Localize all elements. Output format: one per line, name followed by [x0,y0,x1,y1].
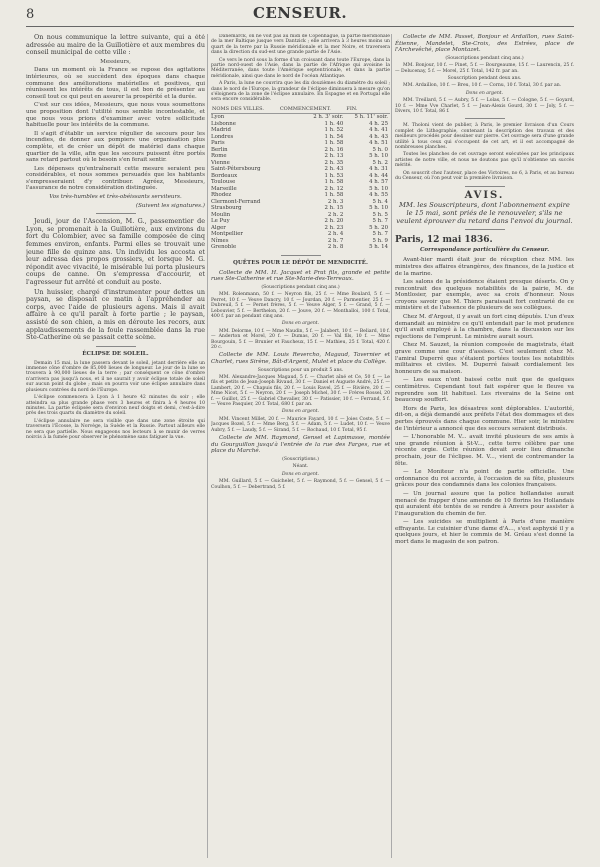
start-cell: 2 h. 4 [327,231,344,238]
news-paragraph: Jeudi, jour de l'Ascension, M. G., passementier de Lyon, se promenait à la Guillotière, aux environs du fort du Colombier, avec sa famille composée de cinq femmes environ, enfants. Parmi elles se trouvait une jeune fille de quinze ans. Un individu les accosta et leur adressa des propos grossiers, et lorsque M. G. répondit avec vivacité, le misérable lui porta plusieurs coups de canne. On s'empressa d'accourir, et l'agresseur fut arrêté et conduit au poste. [26,217,205,286]
city-cell: Bordeaux [211,172,238,179]
start-cell: 2 h. 7 [327,237,344,244]
donor-list: MM. Vincent Millet, 20 f. — Maurice Fayard, 10 f. — Joies Coste, 5 f. — Jacques Bozel, 5 f. — Mme Berg, 5 f. — Adam, 5 f. — Ludet, 10 f. — Veuve Aubry, 5 f. — Laudy, 5 f. — Sirand, 5 f. — Rochaud, 10 f. Total, 95 f. [211,416,390,433]
letter-signoff: Vos très-humbles et très-obéissants serviteurs. [49,194,182,201]
city-cell: Saint-Pétersbourg [211,166,261,173]
donor-list: MM. Rolenmann, 50 f. — Neyron fils, 25 f. — Mme Boulard, 5 f. — Perret, 10 f. — Veuve Dancry, 10 f. — Jourdan, 20 f. — Parmentier, 25 f. — Dubreuil, 5 f. — Pernet frères, 5 f. — Veuve Alger, 5 f. — Grand, 5 f. — Lebouvier, 5 f. — Berthelon, 20 f. — Jouve, 20 f. — Monthalloi, 100 f. Total, 400 f. par an pendant cinq ans. [211,292,390,319]
start-cell: 2 h. 16 [324,146,344,153]
city-cell: Marseille [211,185,237,192]
column-right [395,34,574,858]
col-header-start: COMMENCEMENT. [279,105,346,114]
eclipse-paragraph: Demain 15 mai, la lune passera devant le soleil, jetant derrière elle un immense cône d'ombre de 85,000 lieues de longueur. Le jour de la lune se trouvera à 90,000 lieues de la terre ; par conséquent ce cône d'ombre n'arrivera pas jusqu'à nous, et il ne saurait y avoir éclipse totale de soleil sur aucun point du globe ; mais on pourra voir une éclipse annulaire dans plusieurs contrées du nord de l'Europe. [26,360,205,393]
start-cell: 1 h. 58 [324,179,344,186]
page-header [26,4,574,27]
city-cell: Alger [211,224,226,231]
city-cell: Le Puy [211,218,230,225]
end-cell: 4 h. 41 [369,127,388,134]
start-cell: 2 h. 3' soir. [313,114,344,121]
divider [465,118,505,119]
city-cell: Lyon [211,114,225,121]
letter-paragraph: C'est sur ces idées, Messieurs, que nous vous soumettons une proposition dont l'utilité nous semble incontestable, et que nous vous prions d'examiner avec votre sollicitude habituelle pour les intérêts de la commune. [26,102,205,129]
news-paragraph: M. Tholoni vient de publier, à Paris, le premier livraison d'un Cours complet de Lithographie, contenant la description des travaux et des meilleurs procédés pour dessiner sur pierre. Cet ouvrage sera d'une grande utilité à tous ceux qui s'occupent de cet art, et il est accompagné de nombreuses planches. [395,123,574,151]
col-header-city: NOMS DES VILLES. [211,105,279,114]
end-cell: 5 h. 14 [369,244,388,251]
letter-paragraph: Il s'agit d'établir un service régulier de secours pour les incendies, de donner aux pompiers une organisation plus complète, et de créer un dépôt de matériel dans chaque quartier de la ville, afin que les secours puissent être portés sans retard partout où le besoin s'en ferait sentir. [26,130,205,164]
eclipse-paragraph: Danemarck, on ne voit pas au midi de Copenhague, la partie méridionale de la mer Baltique jusque vers Dantzick ; elle arrivera à 3 heures moins un quart de la terre par la Russie méridionale et la mer Noire, et traversera dans la direction du sud-est une grande partie de l'Asie. [211,34,390,56]
letter-paragraph: Dans un moment où la France se repose des agitations intérieures, où se succèdent des époques dans chaque commune des améliorations matérielles et positives, qui réunissent les intérêts de tous, il est bon de présenter au conseil tout ce qui peut en assurer la prospérité et la durée. [26,67,205,100]
avis-text: MM. les Souscripteurs, dont l'abonnement expire le 15 mai, sont priés de le renouveler, s'ils ne veulent éprouver du retard dans l'envoi du journal. [396,201,573,226]
start-cell: 2 h. 8 [327,244,344,251]
start-cell: 1 h. 53 [324,172,344,179]
city-cell: Strasbourg [211,205,242,212]
page-number: 8 [26,7,35,22]
end-cell: 5 h. 7 [372,218,388,225]
dateline: Paris, 12 mai 1836. [395,235,493,246]
end-cell: 4 h. 57 [369,179,388,186]
dons-heading: Dons en argent. [465,90,504,96]
dons-heading: Dons en argent. [281,321,320,327]
donor-list: MM. Delorme, 10 f. — Mme Naudin, 5 f. — Jalabert, 10 f. — Beliard, 10 f. — Anderton et Morel, 20 f. — Dumas, 20 f. — Val fils, 10 f. — Mme Bourgouin, 5 f. — Brunier et Faucheux, 15 f. — Mathieu, 25 f. Total, 420 f. 20 c. [211,328,390,351]
greeting: Messieurs, [100,58,131,65]
end-cell: 5 h. 10 [369,153,388,160]
news-paragraph: Chez M. Sauzet, la réunion composée de magistrats, était grave comme une cour d'assises. C'est seulement chez M. l'amiral Duperré que s'étaient portées toutes les notabilités militaires et civiles. M. Duperré faisait cordialement les honneurs de sa maison. [395,342,574,375]
end-cell: 5 h. 10 [369,205,388,212]
city-cell: Moulin [211,211,231,218]
eclipse-paragraph: A Paris, la lune ne couvrira que les dix douzièmes du diamètre du soleil ; dans le nord de l'Europe, la grandeur de l'éclipse diminuera à mesure qu'on s'éloignera de la zone de l'éclipse annulaire. En Espagne et en Portugal elle sera encore considérable. [211,81,390,103]
news-paragraph: — Le Moniteur n'a point de partie officielle. Une ordonnance du roi accorde, à l'occasion de sa fête, plusieurs grâces pour des condamnés dans les colonies françaises. [395,469,574,489]
eclipse-paragraph: L'éclipse annulaire ne sera visible que dans une zone étroite qui traversera l'Écosse, la Norvège, la Suède et la Russie. Partout ailleurs elle ne sera que partielle. Nous engageons nos lecteurs à se munir de verres noircis à la fumée pour observer le phénomène sans fatiguer la vue. [26,418,205,440]
start-cell: 2 h. 20 [324,218,344,225]
city-cell: Paris [211,140,225,147]
end-cell: 5 h. 2 [372,159,388,166]
city-cell: Clermont-Ferrand [211,198,261,205]
letter-paragraph: Les dépenses qu'entraînerait cette mesure seraient peu considérables, et nous sommes persuadés que les habitants s'empresseraient d'y contribuer. Agréez, Messieurs, l'assurance de notre considération distinguée. [26,165,205,192]
news-paragraph: — L'honorable M. V... avait invité plusieurs de ses amis à une grande réunion à St-V..., cette terre célèbre par une récente orgie. Cette réunion devait avoir lieu dimanche prochain, jour de l'éclipse. M. V..., vient de contremander la fête. [395,434,574,467]
end-cell: 5 h. 4 [372,198,388,205]
divider [465,186,505,187]
letter-signatures: (Suivent les signatures.) [135,202,205,209]
start-cell: 2 h. 2 [327,211,344,218]
correspondence-heading: Correspondance particulière du Censeur. [419,247,550,254]
start-cell: 1 h. 58 [324,140,344,147]
end-cell: 5 h. 10 [369,185,388,192]
city-cell: Montpellier [211,231,243,238]
end-cell: 5 h. 5 [372,211,388,218]
col-header-end: FIN. [345,105,390,114]
collecte-heading: Collecte de MM. H. Jacquet et Prat fils, grande et petite rues Ste-Catherine et rue Ste-Marie-des-Terreaux. [211,269,390,283]
end-cell: 4 h. 55 [369,192,388,199]
divider [96,346,136,347]
dons-heading: Dons en argent. [281,471,320,477]
start-cell: 2 h. 35 [324,159,344,166]
quetes-heading: QUÊTES POUR LE DÉPÔT DE MENDICITÉ. [233,259,368,266]
city-cell: Lisbonne [211,120,236,127]
table-row [211,244,390,251]
collecte-heading: Collecte de MM. Passet, Bonjour et Ardaillon, rues Saint-Étienne, Mandelet, Ste-Croix, des Estrées, place de l'Archevêché, place Montazet. [395,34,574,54]
start-cell: 1 h. 40 [324,120,344,127]
neant-note: Néant. [292,464,309,470]
city-cell: Toulouse [211,179,236,186]
city-cell: Madrid [211,127,231,134]
divider [281,255,321,256]
end-cell: 5 h. 11' soir. [354,114,388,121]
end-cell: 4 h. 43 [369,133,388,140]
collecte-heading: Collecte de MM. Louis Revercho, Magaud, Tavernier et Charlet, rues Sirène, Bât-d'Argent, Mulet et place du Collège. [211,352,390,366]
divider [96,213,136,214]
end-cell: 5 h. 0 [372,146,388,153]
donor-list: MM. Treillard, 5 f. — Aubry, 5 f. — Lolas, 5 f. — Cologne, 5 f. — Goyard, 10 f. — Mme Vve Charlet, 5 f. — Jean-Alexis Gourd, 30 f. — Joly, 5 f. — Divers, 10 f. Total, 86 f. [395,98,574,115]
news-paragraph: Avant-hier mardi était jour de réception chez MM. les ministres des affaires étrangères, des finances, de la justice et de la marine. [395,257,574,277]
end-cell: 4 h. 31 [369,166,388,173]
start-cell: 2 h. 23 [324,224,344,231]
city-cell: Rome [211,153,227,160]
end-cell: 5 h. 7 [372,231,388,238]
intro-paragraph: On nous communique la lettre suivante, qui a été adressée au maire de la Guillotière et aux membres du conseil municipal de cette ville : [26,34,205,57]
subscription-note: Souscriptions pour un produit 5 ans. [257,367,344,373]
city-cell: Rhodez [211,192,232,199]
table-row [211,114,390,121]
start-cell: 1 h. 54 [324,133,344,140]
city-cell: Vienne [211,159,230,166]
table-header-row [211,105,390,114]
news-paragraph: Toutes les planches de cet ouvrage seront exécutées par les principaux artistes de notre ville, et nous ne doutons pas qu'il n'obtienne un succès mérité. [395,152,574,169]
end-cell: 4 h. 51 [369,140,388,147]
news-paragraph: Les salons de la présidence étaient presque déserts. On y rencontrait des quelques notabilités de la pairie, M. de Montlosier, par exemple, avec sa croix d'honneur. Nous croyons savoir que M. Thiers paraissait fort contrarié de ce ministère et de l'absence de plusieurs de ses collègues. [395,279,574,312]
end-cell: 5 h. 20 [369,224,388,231]
donor-list: MM. Bonjour, 10 f. — Pinet, 5 f. — Bourgeaume, 15 f. — Laurencin, 25 f. — Delucenay, 5 f. — Morel, 25 f. Total, 142 fr. par an. [395,63,574,74]
eclipse-paragraph: Ce vers le nord sous la forme d'un croissant dans toute l'Europe, dans la partie nord-ouest de l'Asie, dans la partie de l'Afrique qui avoisine la Méditerranée, dans toute l'Amérique septentrionale, et dans la partie méridionale, ainsi que dans le nord de l'océan Atlantique. [211,57,390,79]
subscription-note: (Souscriptions pendant cinq ans.) [261,284,340,290]
news-paragraph: On souscrit chez l'auteur, place des Victoires, no 6, à Paris, et au bureau du Censeur, où l'on peut voir la première livraison. [395,170,574,182]
column-rule-2 [391,34,392,858]
start-cell: 1 h. 52 [324,127,344,134]
city-cell: Nîmes [211,237,229,244]
news-paragraph: — Les eaux n'ont baissé cette nuit que de quelques centimètres. Cependant tout fait espérer que le fleuve va reprendre son lit habituel. Les riverains de la Seine ont beaucoup souffert. [395,377,574,404]
city-cell: Londres [211,133,234,140]
start-cell: 2 h. 12 [324,185,344,192]
dons-heading: Dons en argent. [281,409,320,415]
divider [465,229,505,230]
end-cell: 5 h. 9 [372,237,388,244]
column-left [26,34,205,858]
journal-title: CENSEUR. [252,4,348,22]
column-rule-1 [207,34,208,858]
subscription-note: Souscription pendant deux ans. [447,76,522,81]
news-paragraph: Un huissier, chargé d'instrumenter pour dettes un paysan, se disposait ce matin à l'appréhender au corps, avec l'aide de plusieurs agens. Mais il avait affaire à ce qu'il paraît à forte partie ; le paysan, assisté de son chien, a mis en déroute les recors, aux applaudissements de la foule rassemblée dans la rue Ste-Catherine où se passait cette scène. [26,287,205,342]
end-cell: 4 h. 25 [369,120,388,127]
news-paragraph: Hors de Paris, les désastres sont déplorables. L'autorité, dit-on, a déjà demandé aux préfets l'état des dommages et des pertes éprouvés dans chaque commune. Hier soir, le ministre de l'intérieur a annoncé que des secours seraient distribués. [395,405,574,432]
donor-list: MM. Alexandre-Jacques Magaud, 5 f. — Charlet aîné et Ce, 50 f. — Le fils et petits de Jean-Joseph Rivaud, 30 f. — Daniel et Auguste André, 25 f. — Lambert, 20 f. — Chapuis fils, 20 f. — Louis Ravel, 25 f. — Rivière, 20 f. — Mme Nicot, 5 f. — Neyron, 20 f. — Joseph Michel, 30 f. — Frères Rossel, 20 f. — Guillot, 25 f. — Gabriel Chevalier, 30 f. — Patissier, 10 f. — Ferrand, 5 f. — Veuve Pasquier, 20 f. Total, 680 f. par an. [211,375,390,408]
subscription-note: (Souscriptions.) [282,456,319,462]
donor-list: MM. Guillard, 5 f. — Guichelet, 5 f. — Raymond, 5 f. — Gensel, 5 f. — Coulhon, 5 f. — Debertrand, 5 f. [211,479,390,490]
subscription-note: (Souscriptions pendant cinq ans.) [445,55,524,61]
donor-list: MM. Ardaillon, 10 f. — Breu, 10 f. — Cornu, 10 f. Total, 30 f. par an. [403,83,562,89]
column-middle [211,34,390,858]
start-cell: 1 h. 58 [324,192,344,199]
eclipse-paragraph: L'éclipse commencera à Lyon à 1 heure 42 minutes du soir ; elle atteindra sa plus grande phase vers 3 heures et finira à 4 heures 10 minutes. La partie éclipsée sera d'environ neuf doigts et demi, c'est-à-dire près des trois quarts du diamètre du soleil. [26,395,205,417]
end-cell: 4 h. 44 [369,172,388,179]
eclipse-times-table [211,105,390,251]
city-cell: Grenoble [211,244,237,251]
start-cell: 2 h. 13 [324,153,344,160]
news-paragraph: Chez M. d'Argout, il y avait un fort cinq députés. L'un d'eux demandait au ministre ce qu'il entendait par le mot prudence qu'il avait employé à la chambre, dans la discussion sur les rejections de l'emprunt. Le ministre aurait souri. [395,314,574,340]
news-paragraph: — Un journal assure que la police hollandaise aurait menacé de frapper d'une amende de 10 florins les Hollandais qui auraient été tentés de se rendre à Anvers pour assister à l'inauguration du chemin de fer. [395,490,574,517]
news-paragraph: — Les suicides se multiplient à Paris d'une manière effrayante. Le cuisinier d'une dame d'A..., s'est asphyxié il y a quelques jours, et hier le commis de M. Gréau s'est donné la mort dans le magasin de son patron. [395,519,574,546]
city-cell: Berlin [211,146,228,153]
start-cell: 2 h. 15 [324,205,344,212]
eclipse-heading: ÉCLIPSE DE SOLEIL. [82,350,149,357]
start-cell: 2 h. 3 [327,198,344,205]
collecte-heading: Collecte de MM. Raymond, Gensel et Lapimasse, montée du Gourguillon jusqu'à l'entrée de la rue des Farges, rue et place du Marché. [211,435,390,455]
avis-heading: AVIS. [464,189,505,201]
start-cell: 2 h. 43 [324,166,344,173]
